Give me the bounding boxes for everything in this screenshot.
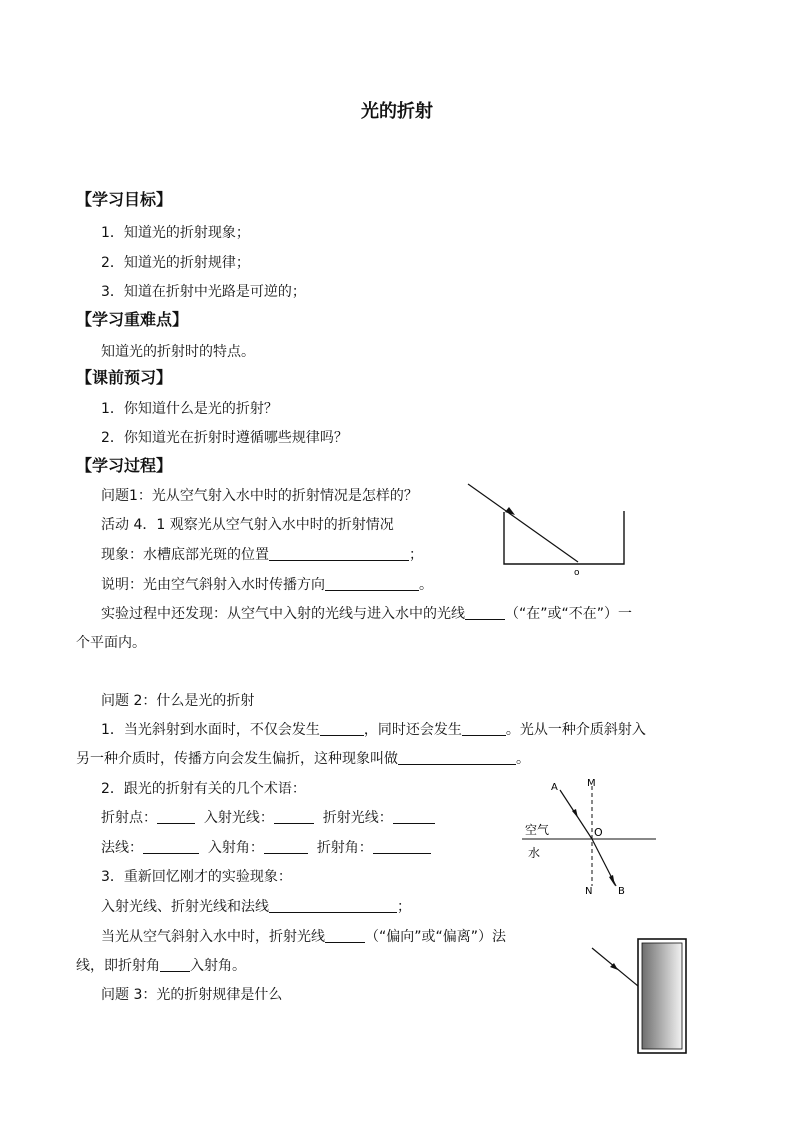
explain-blank[interactable]: [325, 576, 419, 591]
when-text-b: （“偏向”或“偏离”）法: [365, 929, 507, 945]
experiment-text-b: （“在”或“不在”）一: [505, 606, 633, 622]
label-water: 水: [528, 846, 541, 860]
q2-1-blank-1[interactable]: [320, 721, 364, 736]
key-points-heading: 【学习重难点】: [76, 310, 189, 329]
label-air: 空气: [525, 823, 550, 837]
phenomenon-line: [101, 546, 423, 564]
explain-line: [101, 576, 433, 594]
recall-line: [101, 898, 411, 916]
process-heading: 【学习过程】: [76, 456, 173, 475]
when-text-a: 当光从空气斜射入水中时，折射光线: [101, 929, 325, 945]
tank-point-o-label: o: [574, 568, 580, 578]
q2-1-line: [101, 721, 646, 739]
term-normal-blank[interactable]: [143, 839, 199, 854]
q2-1-text-c: 。光从一种介质斜射入: [505, 722, 646, 738]
recall-text: 入射光线、折射光线和法线: [101, 899, 269, 915]
when-text-c: 线，即折射角: [76, 958, 160, 974]
label-b: B: [618, 886, 625, 897]
goal-item-2: 2．知道光的折射规律；: [101, 255, 250, 271]
page-title: 光的折射: [361, 101, 433, 122]
term-ref-angle-blank[interactable]: [373, 839, 431, 854]
q2-1-blank-2[interactable]: [462, 721, 506, 736]
term-ref-angle-label: 折射角：: [316, 840, 373, 856]
label-o: O: [594, 826, 603, 839]
term-refracted-label: 折射光线：: [322, 810, 393, 826]
question-3: 问题 3：光的折射规律是什么: [101, 987, 283, 1003]
term-incident-blank[interactable]: [274, 809, 314, 824]
glass-block-body: [642, 943, 682, 1049]
q2-1-text-d: 另一种介质时，传播方向会发生偏折，这种现象叫做: [76, 751, 398, 767]
explain-end: 。: [419, 577, 433, 593]
when-blank-1[interactable]: [325, 928, 365, 943]
goals-heading: 【学习目标】: [76, 190, 173, 209]
goal-item-1: 1．知道光的折射现象；: [101, 225, 250, 241]
question-2: 问题 2：什么是光的折射: [101, 693, 255, 709]
tank-outline: [504, 511, 624, 564]
refracted-arrowhead: [609, 875, 615, 886]
when-text-d: 入射角。: [190, 958, 246, 974]
q2-1-line-2: [76, 750, 530, 768]
term-inc-angle-label: 入射角：: [207, 840, 264, 856]
terms-line-1: [101, 809, 435, 827]
incident-ray-line: [468, 484, 578, 562]
experiment-line: [101, 605, 632, 623]
experiment-blank[interactable]: [465, 605, 505, 620]
label-a: A: [551, 782, 558, 793]
explain-text: 说明：光由空气斜射入水时传播方向: [101, 577, 325, 593]
when-blank-2[interactable]: [160, 957, 190, 972]
preview-item-2: 2．你知道光在折射时遵循哪些规律吗？: [101, 430, 348, 446]
experiment-line-2: 个平面内。: [76, 635, 146, 651]
phenomenon-text: 现象：水槽底部光斑的位置: [101, 547, 269, 563]
refraction-terms-figure: [520, 774, 660, 902]
recall-end: ；: [397, 899, 411, 915]
q2-1-text-e: 。: [516, 751, 530, 767]
glass-block-figure: [584, 930, 694, 1060]
when-line-2: [76, 957, 246, 975]
goal-item-3: 3．知道在折射中光路是可逆的；: [101, 284, 306, 300]
terms-line-2: [101, 839, 431, 857]
label-n: N: [585, 886, 593, 897]
term-normal-label: 法线：: [101, 840, 143, 856]
when-line: [101, 928, 506, 946]
q2-1-blank-3[interactable]: [398, 750, 516, 765]
term-point-blank[interactable]: [157, 809, 195, 824]
question-1: 问题1：光从空气射入水中时的折射情况是怎样的？: [101, 488, 418, 504]
phenomenon-end: ；: [409, 547, 423, 563]
experiment-text-a: 实验过程中还发现：从空气中入射的光线与进入水中的光线: [101, 606, 465, 622]
water-tank-figure: [460, 478, 640, 578]
preview-heading: 【课前预习】: [76, 368, 173, 387]
term-refracted-blank[interactable]: [393, 809, 435, 824]
term-incident-label: 入射光线：: [203, 810, 274, 826]
q2-1-text-a: 1．当光斜射到水面时，不仅会发生: [101, 722, 320, 738]
term-inc-angle-blank[interactable]: [264, 839, 308, 854]
q2-1-text-b: ，同时还会发生: [363, 722, 462, 738]
label-m: M: [587, 778, 596, 789]
q2-2-line: 2．跟光的折射有关的几个术语：: [101, 781, 306, 797]
key-points-text: 知道光的折射时的特点。: [101, 344, 255, 360]
activity-4-1: 活动 4．1 观察光从空气射入水中时的折射情况: [101, 517, 394, 533]
preview-item-1: 1．你知道什么是光的折射？: [101, 401, 278, 417]
recall-blank[interactable]: [269, 898, 397, 913]
phenomenon-blank[interactable]: [269, 546, 409, 561]
q2-3-line: 3．重新回忆刚才的实验现象：: [101, 869, 292, 885]
term-point-label: 折射点：: [101, 810, 157, 826]
